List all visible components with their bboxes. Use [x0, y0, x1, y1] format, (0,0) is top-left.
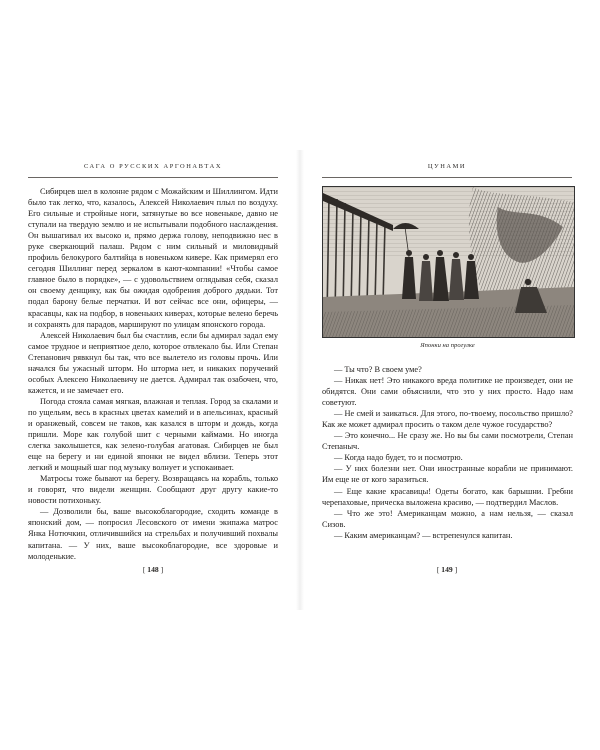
page-number-right: 149: [441, 565, 453, 574]
header-rule-right: [322, 177, 572, 178]
paragraph: — Что же это! Американцам можно, а нам нельзя, — сказал Сизов.: [322, 508, 573, 529]
paragraph: Матросы тоже бывают на берегу. Возвращаясь на корабль, только и говорят, что видели женщин. Сообщают друг другу какие-то новости потихоньку.: [28, 474, 278, 506]
paragraph: — Это конечно... Не сразу же. Но вы бы сами посмотрели, Степан Степаныч.: [322, 431, 573, 452]
page-number-left: 148: [147, 565, 159, 574]
paragraph: — Еще какие красавицы! Одеты богато, как барышни. Гребни черепаховые, прическа выложена красиво, — подтвердил Маслов.: [322, 486, 573, 507]
engraving-japanese-women-walking-icon: [322, 186, 575, 338]
header-rule-left: [28, 177, 278, 178]
paragraph: — Дозволили бы, ваше высокоблагородие, сходить команде в японский дом, — попросил Лесовского от имени экипажа матрос Янка Нотючкин, отличившийся на стрельбах и получивший похвалы капитана. — У них, ваше высокоблагородие, все здоровые и молоденькие.: [28, 507, 278, 561]
paragraph: — Когда надо будет, то и посмотрю.: [334, 453, 463, 463]
running-head-left: САГА О РУССКИХ АРГОНАВТАХ: [83, 163, 223, 170]
right-body-text: [322, 364, 573, 541]
paragraph: — Каким американцам? — встрепенулся капитан.: [334, 530, 513, 540]
paragraph: — Не смей и заикаться. Для этого, по-твоему, посольство пришло? Как же может адмирал просить о таком деле чужое государство?: [322, 409, 573, 430]
paragraph: Алексей Николаевич был бы счастлив, если бы адмирал задал ему самое трудное и неприятное дело, которое отвлекало бы. Или Степан Степанович рявкнул бы так, что все вылетело из головы прочь. Или начался бы ужасный шторм. Но шторма нет, и никаких поручений особых Алексею Николаевичу не дается. Адмирал так озабочен, что, кажется, и не замечает его.: [28, 330, 278, 395]
folio-right: [ 149 ]: [436, 565, 458, 574]
paragraph: — Никак нет! Это никакого вреда политике не произведет, они не обидятся. Они сами объяснили, что это у них просто. Надо нам советуют.: [322, 376, 573, 408]
paragraph: — Ты что? В своем уме?: [334, 365, 422, 374]
folio-left: [ 148 ]: [142, 565, 164, 574]
running-head-right: ЦУНАМИ: [427, 163, 467, 170]
left-body-text: [28, 186, 278, 562]
paragraph: Сибирцев шел в колонне рядом с Можайским и Шиллингом. Идти было так легко, что, казалось, Алексей Николаевич плыл по воздуху. Его сильные и стройные ноги, затянутые во все новенькое, давно не ступали на твердую землю и не испытывали подобного наслаждения. Он вышагивал их высоко и, прямо держа голову, неподвижно нес в руке сверкающий палаш. Рядом с ним сильный и миловидный профиль белокурого балтийца в новеньком кивере. Как примерял его сегодня Шиллинг перед зеркалом в кают-компании! «Чтобы самое главное было в порядке», — с удовольствием оглядывая себя, сказал он своему денщику, как бы ожидая одобрения доброго дядьки. Тот подал барону белые перчатки. И вот сейчас все они, офицеры, — красавцы, как на подбор, в новеньких киверах, которые велено беречь и сохранять для парадов, маршируют по улицам японского города.: [28, 187, 278, 329]
paragraph: Погода стояла самая мягкая, влажная и теплая. Город за скалами и по ущельям, весь в красных цветах камелий и в апельсинах, красный и оранжевый, совсем не таков, как казался в шторм и дождь, когда пришли. Море как голубой шит с черными каймами. Но иногда слегка заколышется, как зелено-голубая агатовая. Сибирцев не был еще на берегу и ни единой японки не видел вблизи. Теперь этот легкий и мощный шаг под музыку волнует и успокаивает.: [28, 396, 278, 473]
illustration-caption: Японки на прогулке: [420, 342, 475, 349]
right-page: [300, 0, 600, 750]
paragraph: — У них болезни нет. Они иностранные корабли не принимают. Им еще не от кого заразиться.: [322, 464, 573, 485]
